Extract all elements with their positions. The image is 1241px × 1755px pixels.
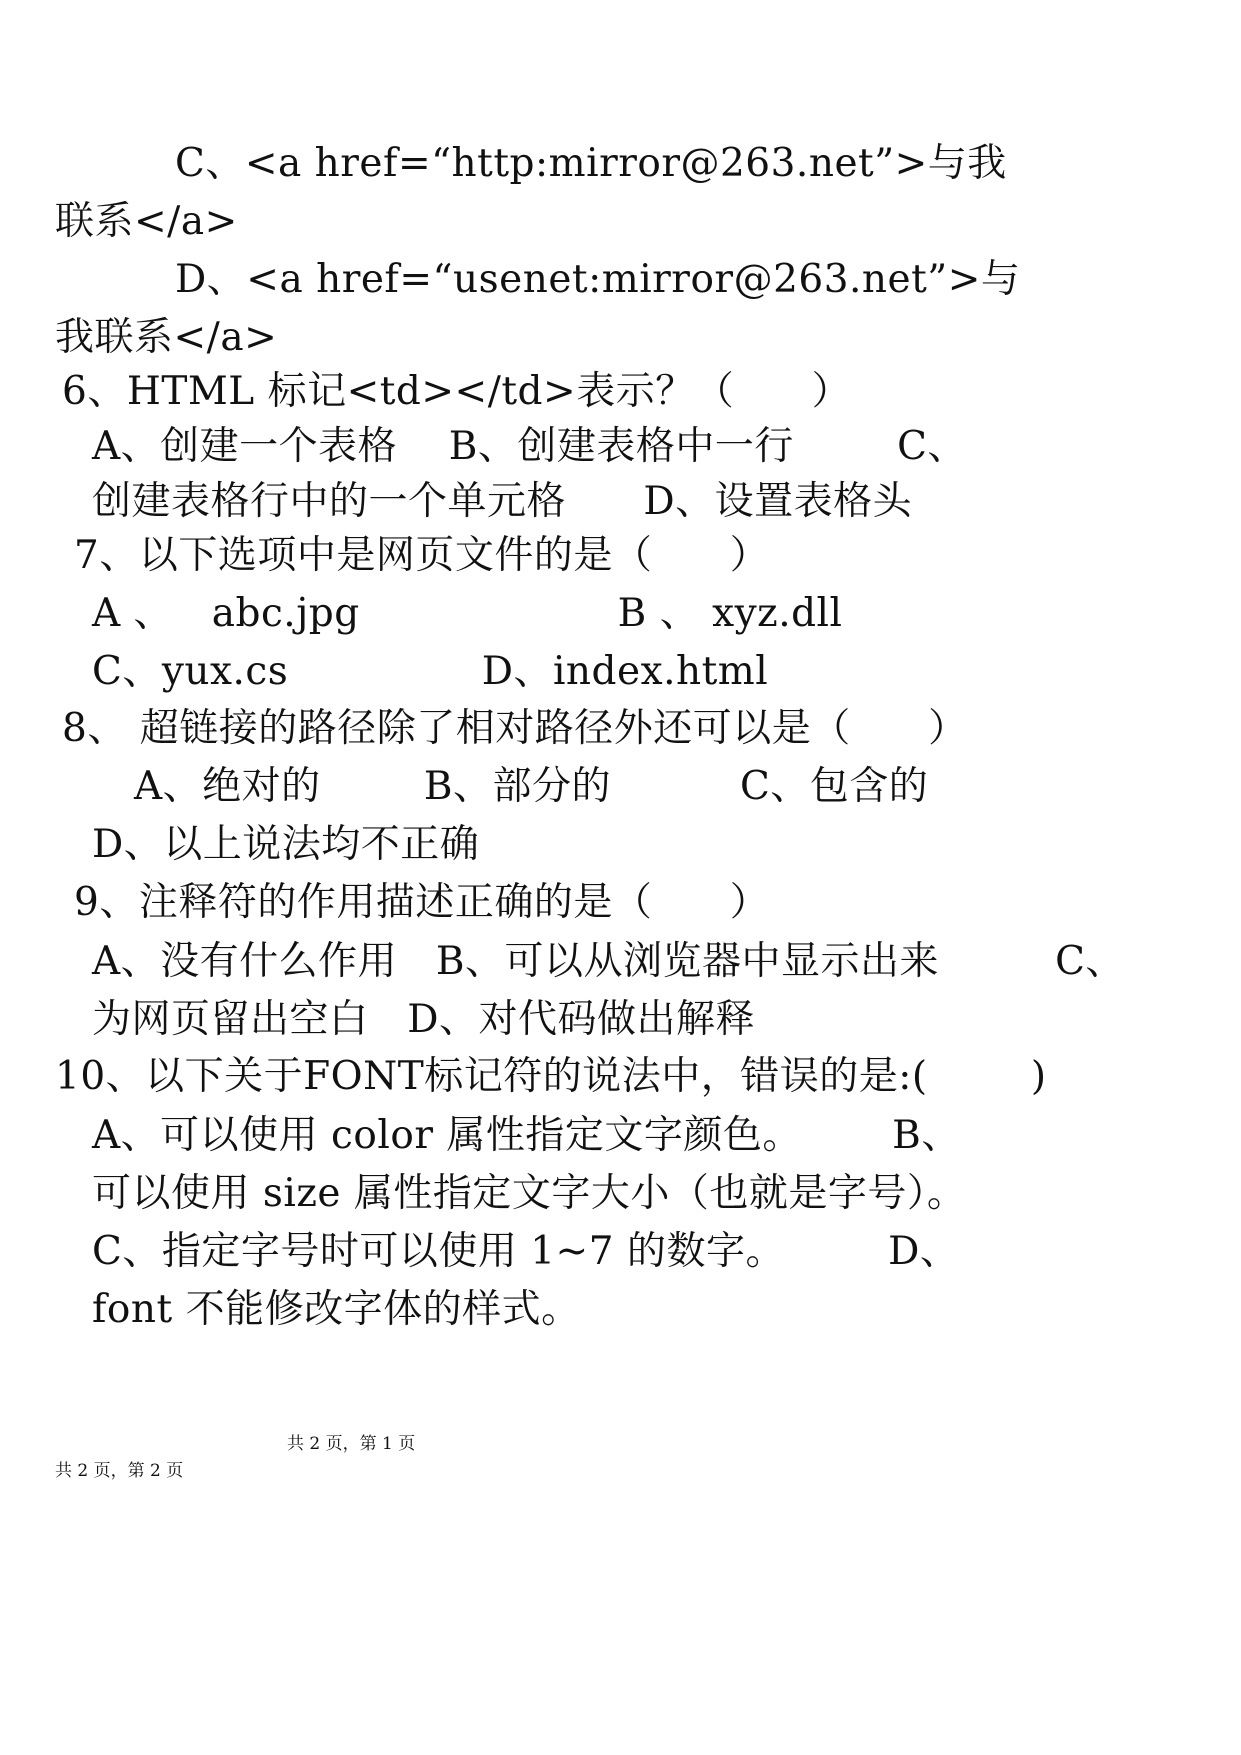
question-6-options-line1: A、创建一个表格 B、创建表格中一行 C、 [92, 424, 967, 469]
option-d-q5-line2: 我联系</a> [55, 315, 278, 360]
option-c-q5-line1: C、<a href=“http:mirror@263.net”>与我 [175, 141, 1007, 186]
question-8-options-line2: D、以上说法均不正确 [92, 822, 480, 867]
option-d-q5-line1: D、<a href=“usenet:mirror@263.net”>与 [175, 257, 1021, 302]
option-c-q5-line2: 联系</a> [55, 199, 238, 244]
question-7: 7、以下选项中是网页文件的是（ ） [74, 533, 770, 578]
question-7-options-line2: C、yux.cs D、index.html [92, 649, 769, 694]
question-8-options-line1: A、绝对的 B、部分的 C、包含的 [134, 764, 929, 809]
question-8: 8、 超链接的路径除了相对路径外还可以是（ ） [62, 706, 968, 751]
question-10-options-line2: 可以使用 size 属性指定文字大小（也就是字号）。 [92, 1171, 967, 1216]
question-10-options-line3: C、指定字号时可以使用 1~7 的数字。 D、 [92, 1229, 960, 1274]
page-footer-1: 共 2 页，第 1 页 [287, 1434, 416, 1454]
question-9-options-line1: A、没有什么作用 B、可以从浏览器中显示出来 C、 [92, 939, 1125, 984]
question-6: 6、HTML 标记<td></td>表示？（ ） [62, 369, 852, 414]
question-10-options-line4: font 不能修改字体的样式。 [92, 1287, 581, 1332]
page-footer-2: 共 2 页，第 2 页 [55, 1461, 184, 1481]
question-9-options-line2: 为网页留出空白 D、对代码做出解释 [92, 997, 755, 1042]
question-6-options-line2: 创建表格行中的一个单元格 D、设置表格头 [92, 479, 913, 524]
question-9: 9、注释符的作用描述正确的是（ ） [74, 880, 770, 925]
question-7-options-line1: A 、 abc.jpg B 、 xyz.dll [92, 591, 843, 636]
question-10: 10、以下关于FONT标记符的说法中，错误的是:( ) [55, 1054, 1047, 1099]
question-10-options-line1: A、可以使用 color 属性指定文字颜色。 B、 [92, 1113, 961, 1158]
